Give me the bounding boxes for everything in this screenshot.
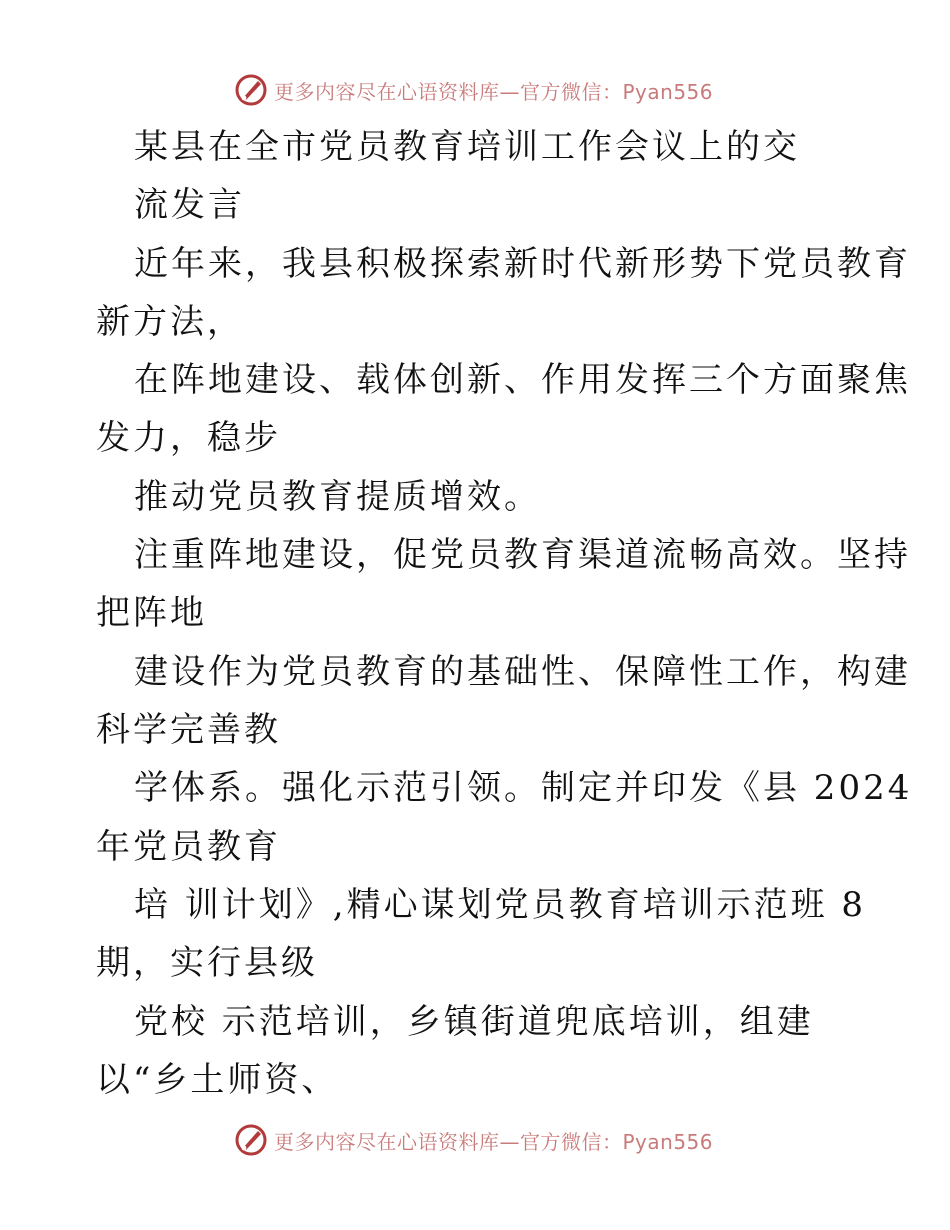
paragraph-line: 发力，稳步 [96, 418, 281, 458]
paragraph-line: 在阵地建设、载体创新、作用发挥三个方面聚焦 [134, 360, 911, 400]
paragraph-line: 把阵地 [96, 593, 207, 633]
paragraph-line: 党校 示范培训，乡镇街道兜底培训，组建 [134, 1002, 814, 1042]
title-line-2: 流发言 [134, 185, 245, 225]
paragraph-line: 年党员教育 [96, 827, 281, 867]
paragraph-line: 推动党员教育提质增效。 [134, 477, 541, 517]
footer-watermark-banner [0, 1120, 950, 1160]
paragraph-line: 期，实行县级 [96, 943, 318, 983]
quill-circle-logo-icon [234, 73, 268, 107]
paragraph-line: 注重阵地建设，促党员教育渠道流畅高效。坚持 [134, 535, 911, 575]
quill-circle-logo-icon [234, 1123, 268, 1157]
paragraph-line: 学体系。强化示范引领。制定并印发《县 2024 [134, 768, 913, 808]
paragraph-line: 近年来，我县积极探索新时代新形势下党员教育 [134, 244, 911, 284]
paragraph-line: 以“乡土师资、 [96, 1060, 339, 1100]
banner-text: 更多内容尽在心语资料库—官方微信：Pyan556 [274, 1129, 714, 1154]
paragraph-line: 建设作为党员教育的基础性、保障性工作，构建 [134, 652, 911, 692]
header-watermark-banner [0, 70, 950, 110]
paragraph-line: 科学完善教 [96, 710, 281, 750]
title-line-1: 某县在全市党员教育培训工作会议上的交 [134, 127, 800, 167]
paragraph-line: 培 训计划》,精心谋划党员教育培训示范班 8 [134, 885, 867, 925]
paragraph-line: 新方法， [96, 302, 244, 342]
banner-text: 更多内容尽在心语资料库—官方微信：Pyan556 [274, 79, 714, 104]
